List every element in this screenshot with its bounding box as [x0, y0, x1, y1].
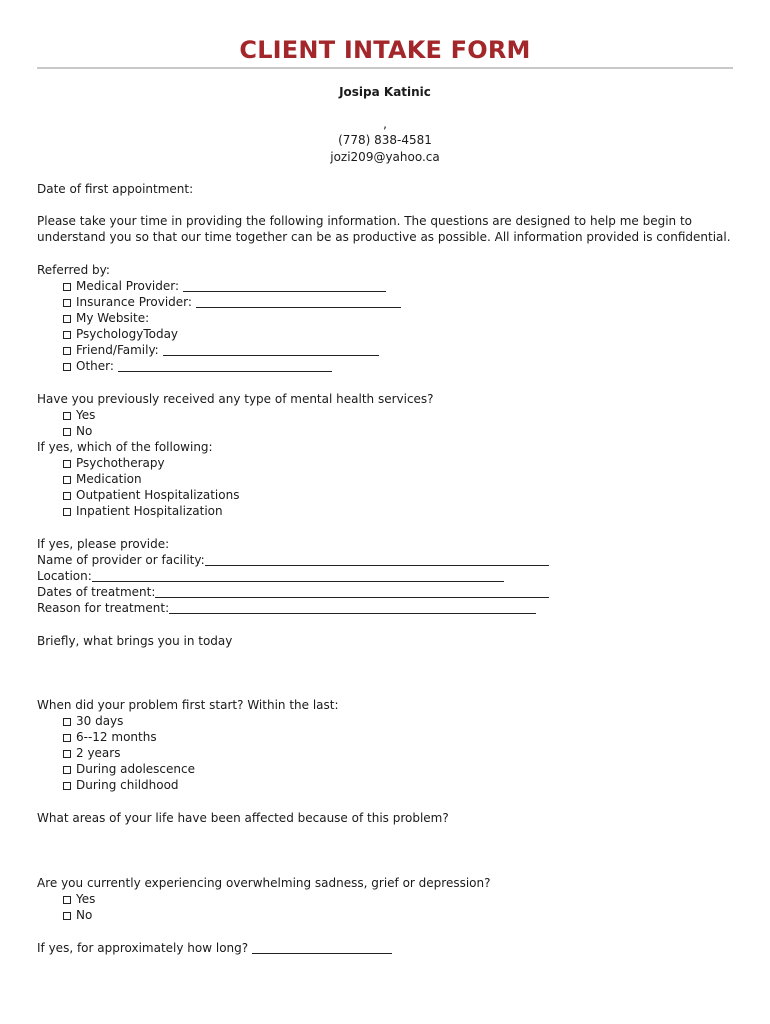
checkbox-30-days[interactable] — [63, 718, 71, 726]
sadness-duration-label: If yes, for approximately how long? — [37, 941, 252, 955]
option-label: Other: — [76, 359, 118, 373]
address-separator: , — [383, 117, 387, 131]
option-my-website[interactable] — [63, 310, 149, 326]
checkbox-psychotherapy[interactable] — [63, 460, 71, 468]
checkbox-sadness-no[interactable] — [63, 912, 71, 920]
option-2-years[interactable] — [63, 745, 120, 761]
option-label: 6--12 months — [76, 730, 157, 744]
phone-number: (778) 838-4581 — [338, 133, 432, 147]
option-6-12-months[interactable] — [63, 729, 157, 745]
medical-provider-blank[interactable] — [183, 279, 386, 292]
friend-family-blank[interactable] — [163, 343, 379, 356]
problem-start-question: When did your problem first start? Within the last: — [37, 698, 339, 712]
checkbox-medical-provider[interactable] — [63, 283, 71, 291]
checkbox-insurance-provider[interactable] — [63, 299, 71, 307]
option-label: No — [76, 908, 93, 922]
sadness-yes[interactable] — [63, 891, 95, 907]
checkbox-sadness-yes[interactable] — [63, 896, 71, 904]
treatment-reason-label: Reason for treatment: — [37, 601, 170, 615]
insurance-provider-blank[interactable] — [196, 295, 401, 308]
option-label: Insurance Provider: — [76, 295, 196, 309]
location-blank[interactable] — [92, 569, 504, 582]
treatment-dates-label: Dates of treatment: — [37, 585, 156, 599]
option-label: Psychotherapy — [76, 456, 165, 470]
intro-text-line-2: understand you so that our time together can be as productive as possible. All information provided is confidential. — [37, 230, 731, 244]
please-provide-label: If yes, please provide: — [37, 537, 170, 551]
brings-you-in-label: Briefly, what brings you in today — [37, 634, 233, 648]
checkbox-adolescence[interactable] — [63, 766, 71, 774]
option-label: Medical Provider: — [76, 279, 183, 293]
option-medication[interactable] — [63, 471, 142, 487]
option-adolescence[interactable] — [63, 761, 195, 777]
checkbox-medication[interactable] — [63, 476, 71, 484]
option-label: Friend/Family: — [76, 343, 163, 357]
treatment-reason-blank[interactable] — [169, 601, 536, 614]
provider-name-row[interactable] — [37, 552, 549, 568]
option-label: Medication — [76, 472, 142, 486]
other-blank[interactable] — [118, 359, 332, 372]
option-label: During childhood — [76, 778, 179, 792]
option-label: Inpatient Hospitalization — [76, 504, 223, 518]
prior-services-no[interactable] — [63, 423, 92, 439]
checkbox-prior-no[interactable] — [63, 428, 71, 436]
option-outpatient[interactable] — [63, 487, 239, 503]
option-label: Yes — [76, 892, 96, 906]
option-other[interactable] — [63, 358, 332, 374]
intro-text-line-1: Please take your time in providing the following information. The questions are designed to help me begin to — [37, 214, 693, 228]
treatment-dates-row[interactable] — [37, 584, 549, 600]
checkbox-psychologytoday[interactable] — [63, 331, 71, 339]
location-label: Location: — [37, 569, 92, 583]
checkbox-outpatient[interactable] — [63, 492, 71, 500]
form-title: CLIENT INTAKE FORM — [239, 36, 531, 64]
therapist-name: Josipa Katinic — [339, 85, 431, 99]
option-label: 2 years — [76, 746, 121, 760]
option-psychotherapy[interactable] — [63, 455, 165, 471]
sadness-question: Are you currently experiencing overwhelming sadness, grief or depression? — [37, 876, 491, 890]
prior-services-yes[interactable] — [63, 407, 95, 423]
checkbox-my-website[interactable] — [63, 315, 71, 323]
first-appointment-label: Date of first appointment: — [37, 182, 194, 196]
sadness-duration-row[interactable] — [37, 940, 392, 956]
option-medical-provider[interactable] — [63, 278, 386, 294]
option-label: Yes — [76, 408, 96, 422]
option-friend-family[interactable] — [63, 342, 379, 358]
option-insurance-provider[interactable] — [63, 294, 401, 310]
checkbox-childhood[interactable] — [63, 782, 71, 790]
option-label: No — [76, 424, 93, 438]
option-30-days[interactable] — [63, 713, 123, 729]
checkbox-prior-yes[interactable] — [63, 412, 71, 420]
provider-name-blank[interactable] — [205, 553, 549, 566]
checkbox-friend-family[interactable] — [63, 347, 71, 355]
checkbox-2-years[interactable] — [63, 750, 71, 758]
treatment-reason-row[interactable] — [37, 600, 536, 616]
checkbox-6-12-months[interactable] — [63, 734, 71, 742]
provider-name-label: Name of provider or facility: — [37, 553, 205, 567]
option-label: 30 days — [76, 714, 124, 728]
title-divider — [37, 67, 733, 69]
option-label: PsychologyToday — [76, 327, 179, 341]
prior-services-question: Have you previously received any type of mental health services? — [37, 392, 434, 406]
email-address: jozi209@yahoo.ca — [330, 150, 440, 164]
option-label: During adolescence — [76, 762, 195, 776]
option-psychologytoday[interactable] — [63, 326, 178, 342]
option-childhood[interactable] — [63, 777, 179, 793]
which-services-label: If yes, which of the following: — [37, 440, 213, 454]
referred-by-label: Referred by: — [37, 263, 110, 277]
option-label: Outpatient Hospitalizations — [76, 488, 240, 502]
treatment-dates-blank[interactable] — [155, 585, 549, 598]
checkbox-other[interactable] — [63, 363, 71, 371]
sadness-duration-blank[interactable] — [252, 941, 392, 954]
sadness-no[interactable] — [63, 907, 92, 923]
affected-areas-label: What areas of your life have been affected because of this problem? — [37, 811, 449, 825]
checkbox-inpatient[interactable] — [63, 508, 71, 516]
option-inpatient[interactable] — [63, 503, 223, 519]
location-row[interactable] — [37, 568, 504, 584]
option-label: My Website: — [76, 311, 150, 325]
